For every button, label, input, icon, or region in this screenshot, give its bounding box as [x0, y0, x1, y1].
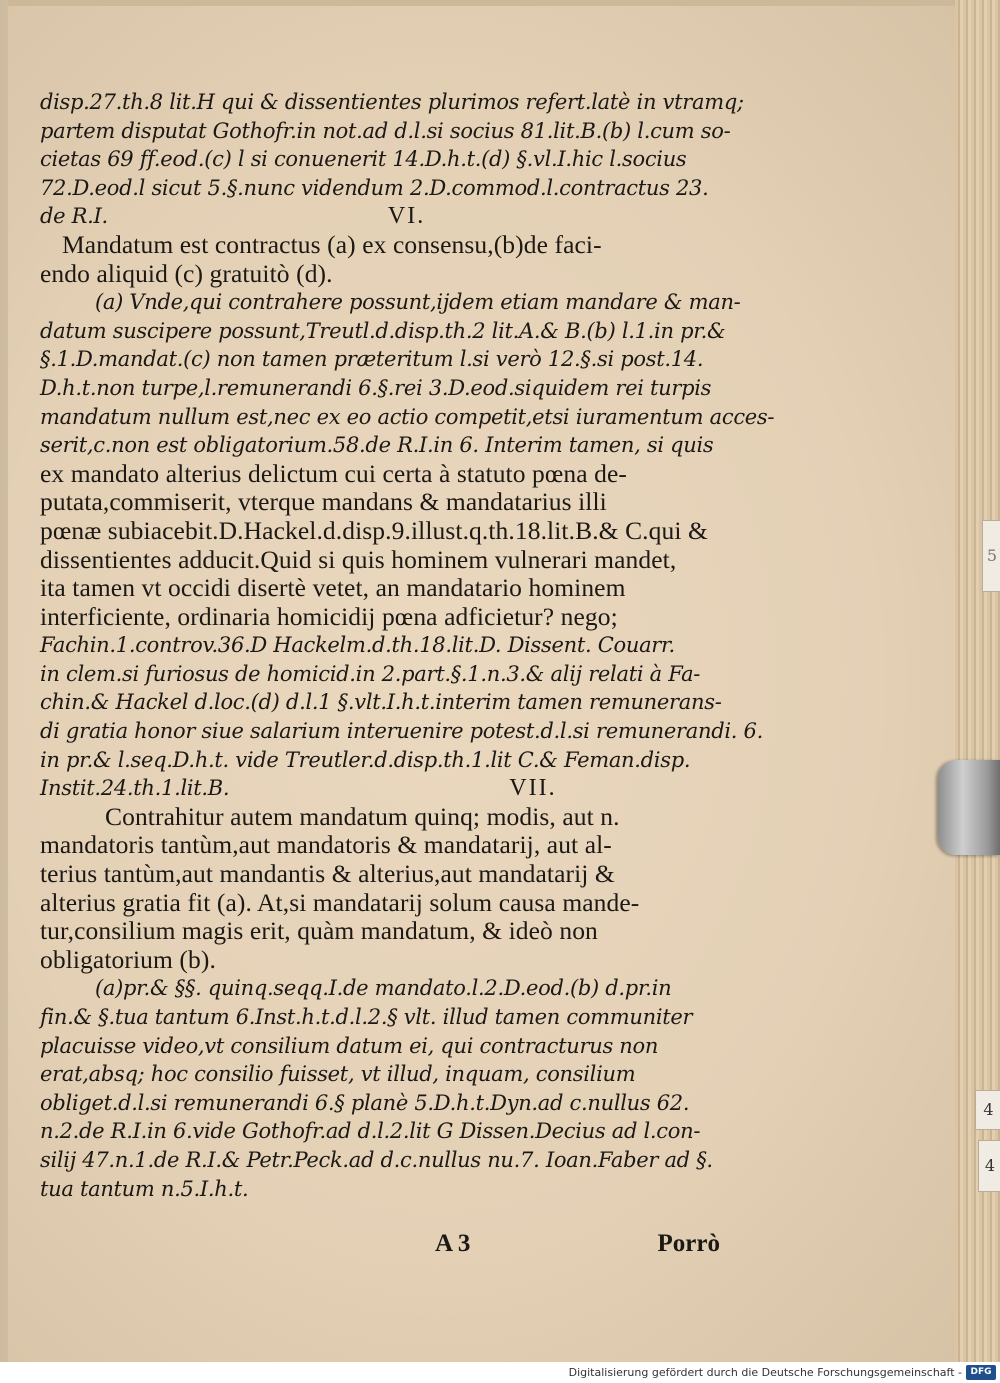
text-line: fin.& §.tua tantum 6.Inst.h.t.d.l.2.§ vlt. illud tamen communiter	[40, 1005, 693, 1029]
text-line: tur,consilium magis erit, quàm mandatum, & ideò non	[40, 916, 598, 946]
text-line	[40, 202, 720, 231]
text-line: (a)pr.& §§. quinq.seqq.I.de mandato.l.2.D.eod.(b) d.pr.in	[95, 976, 672, 1001]
text-line: alterius gratia fit (a). At,si mandatarij solum causa mande-	[40, 887, 640, 917]
text-line: in pr.& l.seq.D.h.t. vide Treutler.d.disp.th.1.lit C.& Feman.disp.	[40, 747, 691, 772]
text-line: ex mandato alterius delictum cui certa à statuto pœna de-	[40, 458, 628, 488]
text-line: in clem.si furiosus de homicid.in 2.part.§.1.n.3.& alij relati à Fa-	[40, 661, 701, 686]
signature-mark: A 3	[435, 1230, 471, 1257]
text-line: mandatoris tantùm,aut mandatoris & mandatarij, aut al-	[40, 830, 612, 860]
text-line-left: de R.I.	[40, 204, 108, 229]
book-clip	[938, 760, 1000, 855]
text-line: putata,commiserit, vterque mandans & mandatarius illi	[40, 487, 607, 517]
text-line: endo aliquid (c) gratuitò (d).	[40, 258, 333, 288]
text-line: Contrahitur autem mandatum quinq; modis, aut n.	[105, 801, 620, 831]
text-line: dissentientes adducit.Quid si quis hominem vulnerari mandet,	[40, 544, 677, 574]
page-edge-tab: 4	[978, 1140, 1000, 1192]
text-line: datum suscipere possunt,Treutl.d.disp.th.2 lit.A.& B.(b) l.1.in pr.&	[40, 318, 726, 343]
digitization-banner	[0, 1362, 1000, 1383]
text-line: cietas 69 ff.eod.(c) l si conuenerit 14.D.h.t.(d) §.vl.I.hic l.socius	[40, 147, 687, 172]
page-top-edge	[8, 0, 958, 6]
catchword: Porrò	[657, 1230, 720, 1257]
page-text	[40, 88, 775, 1203]
text-line: mandatum nullum est,nec ex eo actio competit,etsi iuramentum acces-	[40, 404, 775, 429]
text-line: pœnæ subiacebit.D.Hackel.d.disp.9.illust.q.th.18.lit.B.& C.qui &	[40, 515, 708, 545]
text-line: di gratia honor siue salarium interuenire potest.d.l.si remunerandi. 6.	[40, 719, 763, 744]
page-edge-tab: 5	[982, 520, 1000, 592]
dfg-logo: DFG	[966, 1365, 996, 1380]
text-line: disp.27.th.8 lit.H qui & dissentientes plurimos refert.latè in vtramq;	[40, 90, 744, 114]
text-line: silij 47.n.1.de R.I.& Petr.Peck.ad d.c.nullus nu.7. Ioan.Faber ad §.	[40, 1147, 713, 1172]
page-edge-tab: 4	[975, 1090, 1000, 1130]
text-line: serit,c.non est obligatorium.58.de R.I.in 6. Interim tamen, si quis	[40, 433, 714, 458]
text-line: tua tantum n.5.I.h.t.	[40, 1176, 249, 1201]
text-line-left: Instit.24.th.1.lit.B.	[40, 776, 230, 801]
text-line	[40, 774, 720, 803]
text-line: obligatorium (b).	[40, 944, 216, 974]
text-line: Mandatum est contractus (a) ex consensu,(b)de faci-	[62, 229, 602, 259]
text-line: obliget.d.l.si remunerandi 6.§ planè 5.D.h.t.Dyn.ad c.nullus 62.	[40, 1090, 690, 1115]
page-footer	[40, 1230, 720, 1264]
text-line: (a) Vnde,qui contrahere possunt,ijdem etiam mandare & man-	[95, 290, 741, 315]
text-line: §.1.D.mandat.(c) non tamen præteritum l.si verò 12.§.si post.14.	[40, 347, 704, 372]
text-line: partem disputat Gothofr.in not.ad d.l.si socius 81.lit.B.(b) l.cum so-	[40, 118, 731, 143]
text-line: chin.& Hackel d.loc.(d) d.l.1 §.vlt.I.h.t.interim tamen remunerans-	[40, 690, 722, 715]
text-line: n.2.de R.I.in 6.vide Gothofr.ad d.l.2.lit G Dissen.Decius ad l.con-	[40, 1119, 701, 1144]
text-line: erat,absq; hoc consilio fuisset, vt illud, inquam, consilium	[40, 1062, 636, 1087]
text-line: D.h.t.non turpe,l.remunerandi 6.§.rei 3.D.eod.siquidem rei turpis	[40, 375, 712, 400]
text-line: placuisse video,vt consilium datum ei, qui contracturus non	[40, 1033, 659, 1058]
text-line: 72.D.eod.l sicut 5.§.nunc videndum 2.D.commod.l.contractus 23.	[40, 175, 709, 200]
text-line: Fachin.1.controv.36.D Hackelm.d.th.18.lit.D. Dissent. Couarr.	[40, 633, 675, 658]
text-line: ita tamen vt occidi disertè vetet, an mandatario hominem	[40, 573, 626, 603]
text-line: terius tantùm,aut mandantis & alterius,aut mandatarij &	[40, 859, 615, 889]
text-line: interficiente, ordinaria homicidij pœna adficietur? nego;	[40, 601, 618, 631]
funding-notice: Digitalisierung gefördert durch die Deutsche Forschungsgemeinschaft -	[568, 1366, 962, 1379]
section-number: VI.	[387, 203, 426, 230]
section-number: VII.	[509, 775, 557, 802]
